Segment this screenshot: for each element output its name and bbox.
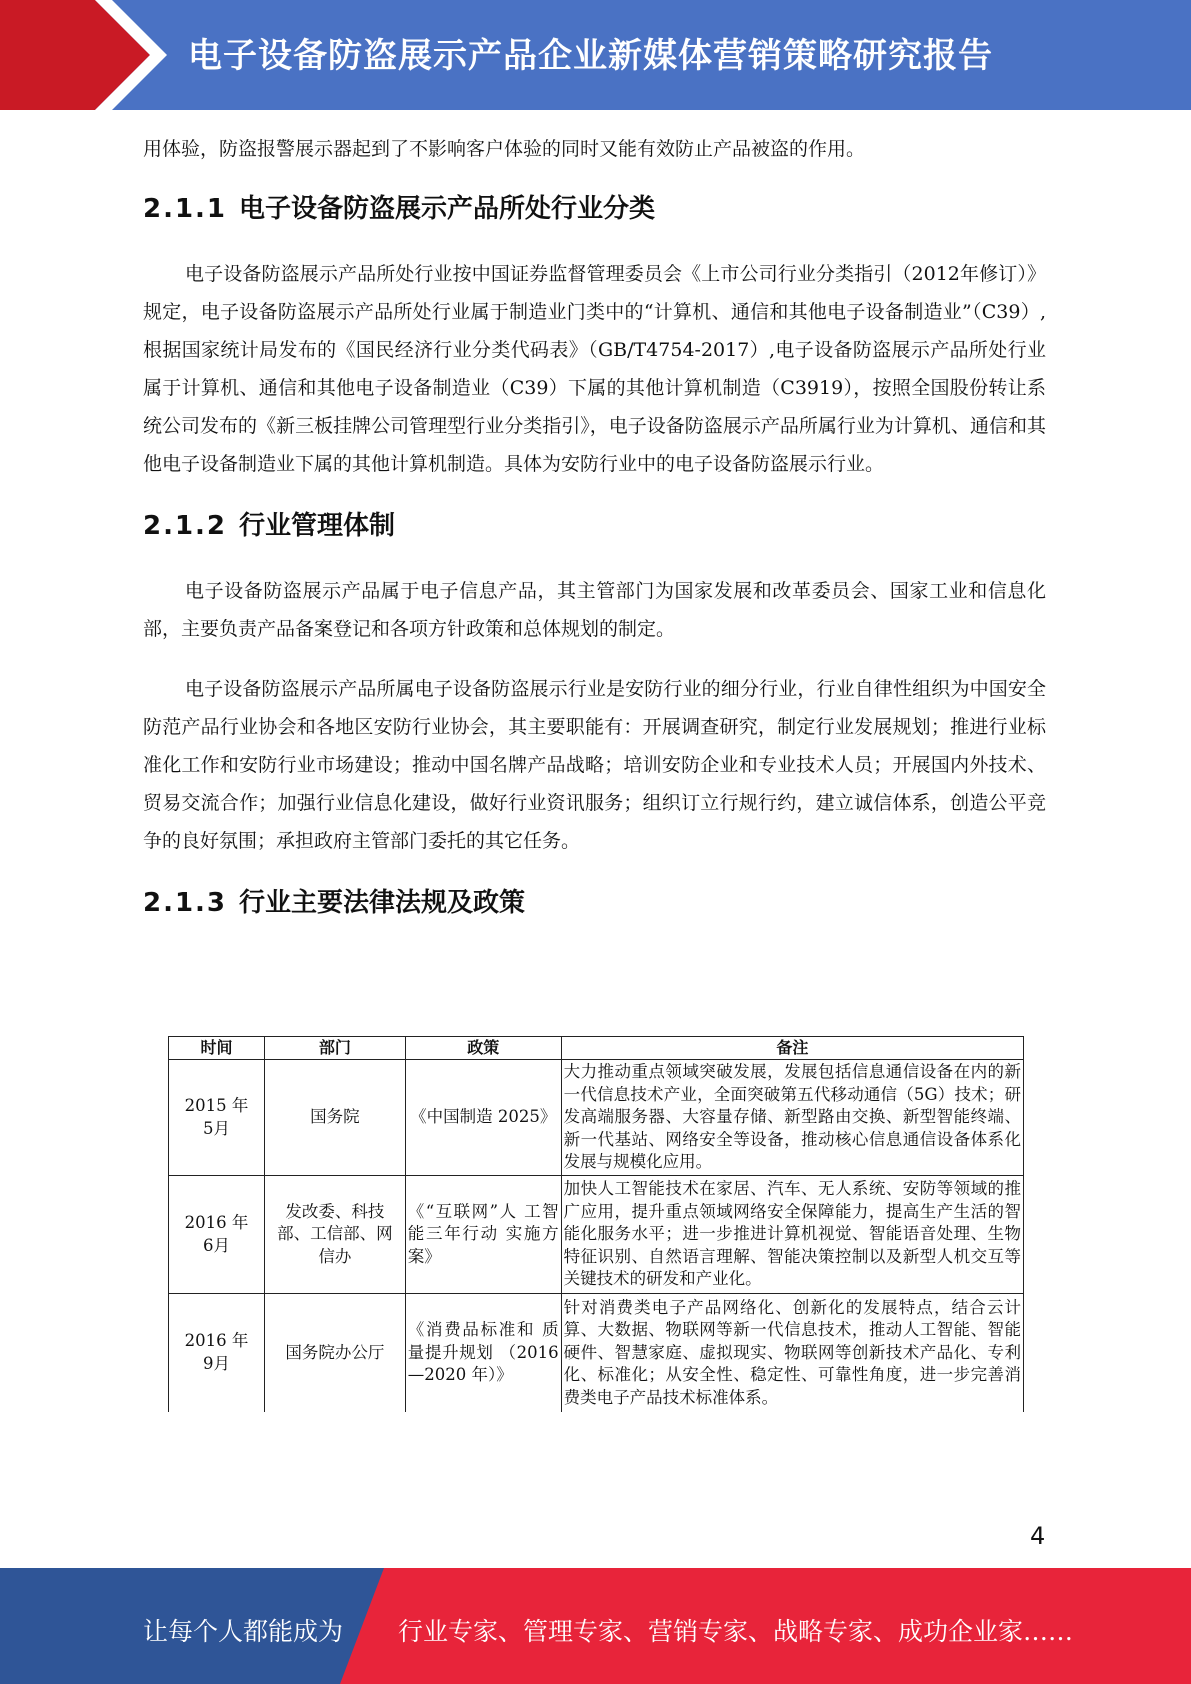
cell-policy: 《消费品标准和 质量提升规划 （2016—2020 年）》 <box>405 1294 561 1412</box>
cell-policy: 《“互联网”人 工智能三年行动 实施方案》 <box>405 1176 561 1294</box>
policy-table <box>168 1036 1024 1412</box>
cell-note: 大力推动重点领域突破发展，发展包括信息通信设备在内的新一代信息技术产业，全面突破第五代移动通信（5G）技术；研发高端服务器、大容量存储、新型路由交换、新型智能终端、新一代基站、网络安全等设备，推动核心信息通信设备体系化发展与规模化应用。 <box>561 1060 1023 1176</box>
intro-paragraph: 用体验，防盗报警展示器起到了不影响客户体验的同时又能有效防止产品被盗的作用。 <box>143 138 866 160</box>
page-body <box>143 130 1046 919</box>
section-heading-2-1-1 <box>143 188 1046 225</box>
page-number: 4 <box>1030 1522 1046 1550</box>
paragraph: 电子设备防盗展示产品所处行业按中国证券监督管理委员会《上市公司行业分类指引（2012年修订）》规定，电子设备防盗展示产品所处行业属于制造业门类中的“计算机、通信和其他电子设备制造业”（C39）,根据国家统计局发布的《国民经济行业分类代码表》（GB/T4754-2017）,电子设备防盗展示产品所处行业属于计算机、通信和其他电子设备制造业（C39）下属的其他计算机制造（C3919），按照全国股份转让系统公司发布的《新三板挂牌公司管理型行业分类指引》，电子设备防盗展示产品所属行业为计算机、通信和其他电子设备制造业下属的其他计算机制造。具体为安防行业中的电子设备防盗展示行业。 <box>143 263 1046 475</box>
footer-slogan-left: 让每个人都能成为 <box>143 1617 344 1646</box>
footer-slogan-right: 行业专家、管理专家、营销专家、战略专家、成功企业家…… <box>398 1617 1074 1646</box>
page-header <box>0 0 1191 110</box>
section-heading-2-1-2 <box>143 505 1046 542</box>
column-header-time: 时间 <box>169 1037 265 1060</box>
section-title: 电子设备防盗展示产品所处行业分类 <box>239 194 656 224</box>
table-row <box>169 1176 1024 1294</box>
section-heading-2-1-3 <box>143 882 1046 919</box>
section-title: 行业管理体制 <box>239 511 396 541</box>
cell-time: 2016 年 9月 <box>169 1294 265 1412</box>
table-row <box>169 1060 1024 1176</box>
cell-note: 加快人工智能技术在家居、汽车、无人系统、安防等领域的推广应用，提升重点领域网络安全保障能力，提高生产生活的智能化服务水平；进一步推进计算机视觉、智能语音处理、生物特征识别、自然语言理解、智能决策控制以及新型人机交互等关键技术的研发和产业化。 <box>561 1176 1023 1294</box>
paragraph: 电子设备防盗展示产品属于电子信息产品，其主管部门为国家发展和改革委员会、国家工业和信息化部，主要负责产品备案登记和各项方针政策和总体规划的制定。 <box>143 580 1046 640</box>
cell-policy: 《中国制造 2025》 <box>405 1060 561 1176</box>
section-title: 行业主要法律法规及政策 <box>239 888 526 918</box>
paragraph: 电子设备防盗展示产品所属电子设备防盗展示行业是安防行业的细分行业，行业自律性组织为中国安全防范产品行业协会和各地区安防行业协会，其主要职能有：开展调查研究，制定行业发展规划；推进行业标准化工作和安防行业市场建设；推动中国名牌产品战略；培训安防企业和专业技术人员；开展国内外技术、贸易交流合作；加强行业信息化建设，做好行业资讯服务；组织订立行规行约，建立诚信体系，创造公平竞争的良好氛围；承担政府主管部门委托的其它任务。 <box>143 678 1046 852</box>
cell-dept: 发改委、科技部、工信部、网信办 <box>264 1176 405 1294</box>
table-row <box>169 1294 1024 1412</box>
report-title: 电子设备防盗展示产品企业新媒体营销策略研究报告 <box>188 36 993 76</box>
section-number: 2.1.2 <box>143 511 228 541</box>
column-header-policy: 政策 <box>405 1037 561 1060</box>
section-number: 2.1.1 <box>143 194 228 224</box>
table-header-row <box>169 1037 1024 1060</box>
cell-dept: 国务院 <box>264 1060 405 1176</box>
cell-time: 2015 年 5月 <box>169 1060 265 1176</box>
cell-dept: 国务院办公厅 <box>264 1294 405 1412</box>
cell-time: 2016 年 6月 <box>169 1176 265 1294</box>
section-number: 2.1.3 <box>143 888 228 918</box>
column-header-dept: 部门 <box>264 1037 405 1060</box>
cell-note: 针对消费类电子产品网络化、创新化的发展特点，结合云计算、大数据、物联网等新一代信息技术，推动人工智能、智能硬件、智慧家庭、虚拟现实、物联网等创新技术产品化、专利化、标准化；从安全性、稳定性、可靠性角度，进一步完善消费类电子产品技术标准体系。 <box>561 1294 1023 1412</box>
column-header-note: 备注 <box>561 1037 1023 1060</box>
